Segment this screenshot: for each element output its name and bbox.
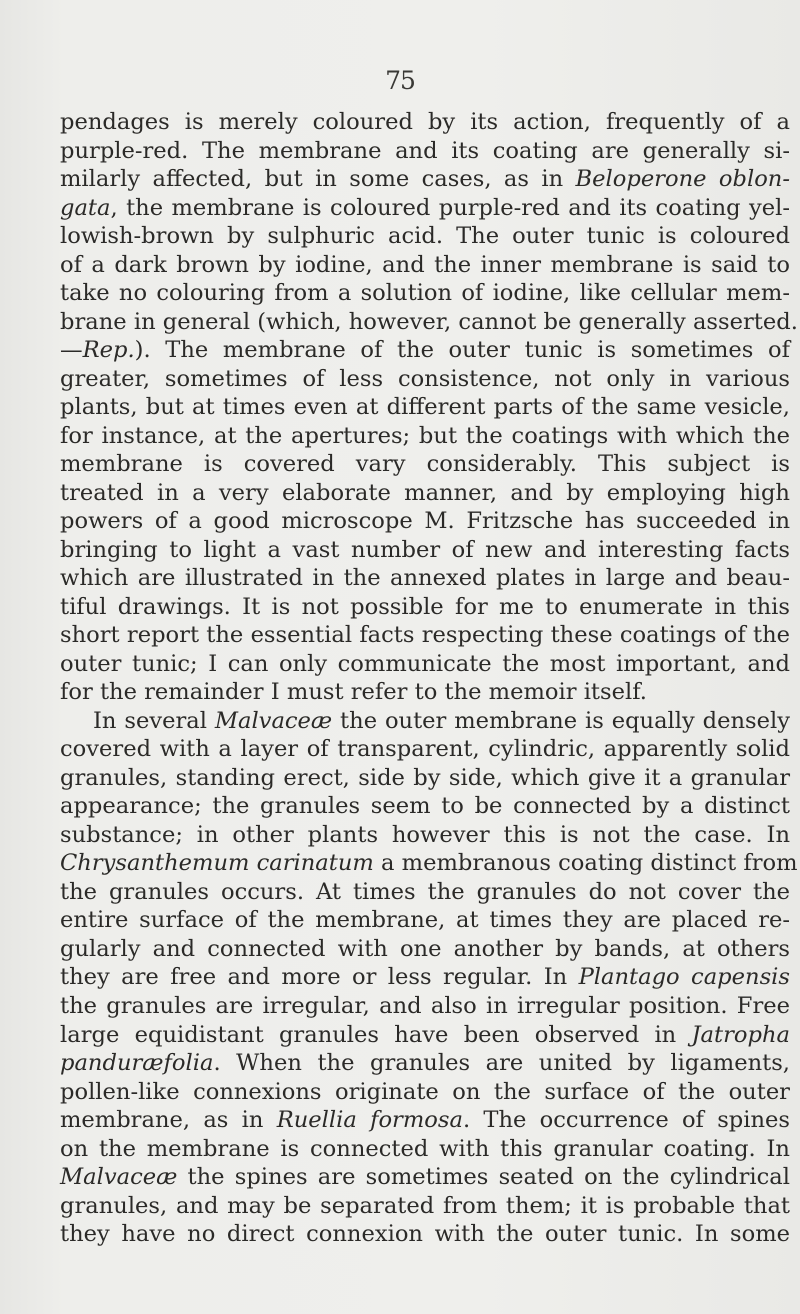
text-line: [60, 108, 790, 137]
text-segment: granules, and may be separated from them; it is probable that: [60, 1192, 790, 1219]
text-segment: purple-red. The membrane and its coating are generally si-: [60, 137, 790, 164]
text-line: [60, 1049, 790, 1078]
text-line: [60, 1163, 790, 1192]
text-line: [60, 1220, 790, 1249]
text-segment: short report the essential facts respecting these coatings of the: [60, 622, 790, 649]
text-segment: substance; in other plants however this is not the case. In: [60, 821, 790, 848]
text-segment: take no colouring from a solution of iodine, like cellular mem-: [60, 280, 790, 307]
text-line: [60, 536, 790, 565]
text-line: [60, 479, 790, 508]
text-line: [60, 336, 790, 365]
text-line: [60, 564, 790, 593]
text-segment: covered with a layer of transparent, cylindric, apparently solid: [60, 736, 790, 763]
text-segment: the granules are irregular, and also in irregular position. Free: [60, 992, 790, 1019]
text-line: [60, 1135, 790, 1164]
italic-text: Jatropha: [691, 1021, 790, 1048]
text-segment: large equidistant granules have been observed in: [60, 1021, 692, 1048]
text-segment: membrane, as in: [60, 1107, 277, 1134]
italic-text: Malvaceæ: [214, 707, 333, 734]
text-line: [60, 963, 790, 992]
text-line: [60, 707, 790, 736]
text-line: [60, 735, 790, 764]
text-segment: milarly affected, but in some cases, as in: [60, 166, 576, 193]
text-line: [60, 678, 790, 707]
italic-text: Malvaceæ: [60, 1164, 178, 1191]
text-line: [60, 878, 790, 907]
text-segment: they are free and more or less regular. In: [60, 964, 579, 991]
text-segment: plants, but at times even at different parts of the same vesicle,: [60, 394, 790, 421]
text-segment: powers of a good microscope M. Fritzsche has succeeded in: [60, 508, 790, 535]
text-line: [60, 849, 798, 878]
text-line: [60, 279, 790, 308]
text-segment: bringing to light a vast number of new and interesting facts: [60, 536, 790, 563]
text-segment: for the remainder I must refer to the memoir itself.: [60, 679, 647, 706]
text-line: [60, 992, 790, 1021]
text-segment: on the membrane is connected with this granular coating. In: [60, 1135, 790, 1162]
italic-text: Beloperone oblon-: [575, 166, 790, 193]
text-segment: the granules occurs. At times the granules do not cover the: [60, 878, 790, 905]
text-segment: which are illustrated in the annexed plates in large and beau-: [60, 565, 790, 592]
text-line: [60, 593, 790, 622]
text-line: [60, 764, 790, 793]
text-segment: appearance; the granules seem to be connected by a distinct: [60, 793, 790, 820]
text-line: [60, 365, 790, 394]
text-line: [60, 194, 790, 223]
text-segment: lowish-brown by sulphuric acid. The outer tunic is coloured: [60, 223, 790, 250]
italic-text: panduræfolia: [60, 1050, 214, 1077]
text-segment: In several: [93, 707, 215, 734]
italic-text: Rep.: [82, 337, 135, 364]
text-line: [60, 165, 790, 194]
text-segment: of a dark brown by iodine, and the inner membrane is said to: [60, 251, 790, 278]
text-line: [60, 450, 790, 479]
text-segment: membrane is covered vary considerably. This subject is: [60, 451, 790, 478]
text-segment: , the membrane is coloured purple-red and its coating yel-: [110, 194, 790, 221]
text-line: [60, 1021, 790, 1050]
text-segment: a membranous coating distinct from: [373, 850, 798, 877]
text-line: [60, 621, 790, 650]
text-line: [60, 650, 790, 679]
text-line: [60, 222, 790, 251]
text-line: [60, 906, 790, 935]
text-segment: tiful drawings. It is not possible for me to enumerate in this: [60, 593, 790, 620]
text-segment: . When the granules are united by ligaments,: [213, 1050, 790, 1077]
italic-text: Ruellia formosa: [276, 1107, 463, 1134]
text-segment: treated in a very elaborate manner, and by employing high: [60, 479, 790, 506]
text-segment: they have no direct connexion with the outer tunic. In some: [60, 1221, 790, 1248]
text-line: [60, 935, 790, 964]
body-text: [60, 108, 798, 1249]
text-segment: the spines are sometimes seated on the cylindrical: [177, 1164, 790, 1191]
text-segment: greater, sometimes of less consistence, not only in various: [60, 365, 790, 392]
italic-text: gata: [60, 194, 111, 221]
text-segment: for instance, at the apertures; but the coatings with which the: [60, 422, 790, 449]
text-line: [60, 1078, 790, 1107]
text-segment: —: [60, 337, 83, 364]
text-line: [60, 1106, 790, 1135]
page-number: 75: [385, 66, 415, 95]
text-line: [60, 251, 790, 280]
text-segment: gularly and connected with one another by bands, at others: [60, 935, 790, 962]
text-line: [60, 1192, 790, 1221]
text-line: [60, 792, 790, 821]
text-segment: granules, standing erect, side by side, which give it a granular: [60, 764, 790, 791]
text-line: [60, 393, 790, 422]
text-segment: pendages is merely coloured by its action, frequently of a: [60, 109, 790, 135]
text-line: [60, 308, 798, 337]
text-segment: entire surface of the membrane, at times they are placed re-: [60, 907, 790, 934]
text-line: [60, 137, 790, 166]
text-line: [60, 821, 790, 850]
text-segment: outer tunic; I can only communicate the most important, and: [60, 650, 790, 677]
text-line: [60, 422, 790, 451]
text-segment: brane in general (which, however, cannot be generally asserted.: [60, 308, 798, 335]
text-segment: pollen-like connexions originate on the surface of the outer: [60, 1078, 790, 1105]
italic-text: Plantago capensis: [578, 964, 790, 991]
text-segment: ). The membrane of the outer tunic is sometimes of: [134, 337, 790, 364]
italic-text: Chrysanthemum carinatum: [60, 850, 374, 877]
text-segment: . The occurrence of spines: [462, 1107, 790, 1134]
text-segment: the outer membrane is equally densely: [332, 707, 790, 734]
text-line: [60, 507, 790, 536]
